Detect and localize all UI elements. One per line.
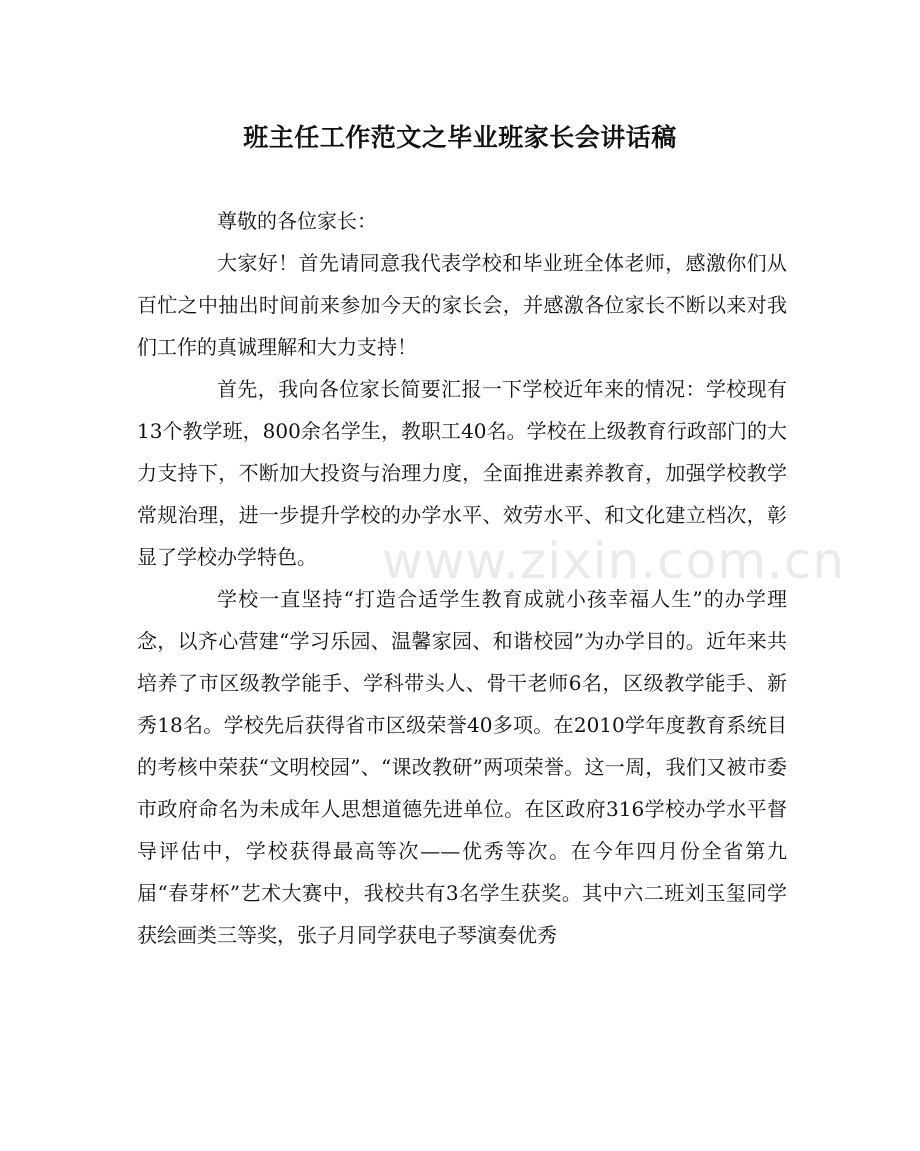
document-body [137, 200, 787, 956]
paragraph-school-overview: 首先，我向各位家长简要汇报一下学校近年来的情况：学校现有13个教学班，800余名学生，教职工40名。学校在上级教育行政部门的大力支持下，不断加大投资与治理力度，全面推进素养教育，加强学校教学常规治理，进一步提升学校的办学水平、效劳水平、和文化建立档次，彰显了学校办学特色。 [137, 377, 787, 569]
paragraph-opening: 大家好！首先请同意我代表学校和毕业班全体老师，感激你们从百忙之中抽出时间前来参加今天的家长会，并感激各位家长不断以来对我们工作的真诚理解和大力支持！ [137, 251, 787, 359]
greeting-line: 尊敬的各位家长： [217, 209, 377, 233]
document-title: 班主任工作范文之毕业班家长会讲话稿 [243, 123, 677, 152]
paragraph-achievements: 学校一直坚持“打造合适学生教育成就小孩幸福人生”的办学理念，以齐心营建“学习乐园、温馨家园、和谐校园”为办学目的。近年来共培养了市区级教学能手、学科带头人、骨干老师6名，区级教学能手、新秀18名。学校先后获得省市区级荣誉40多项。在2010学年度教育系统目的考核中荣获“文明校园”、“课改教研”两项荣誉。这一周，我们又被市委市政府命名为未成年人思想道德先进单位。在区政府316学校办学水平督导评估中，学校获得最高等次——优秀等次。在今年四月份全省第九届“春芽杯”艺术大赛中，我校共有3名学生获奖。其中六二班刘玉玺同学获绘画类三等奖，张子月同学获电子琴演奏优秀 [137, 587, 787, 947]
watermark-text: www.zixin.com.cn [382, 532, 846, 590]
